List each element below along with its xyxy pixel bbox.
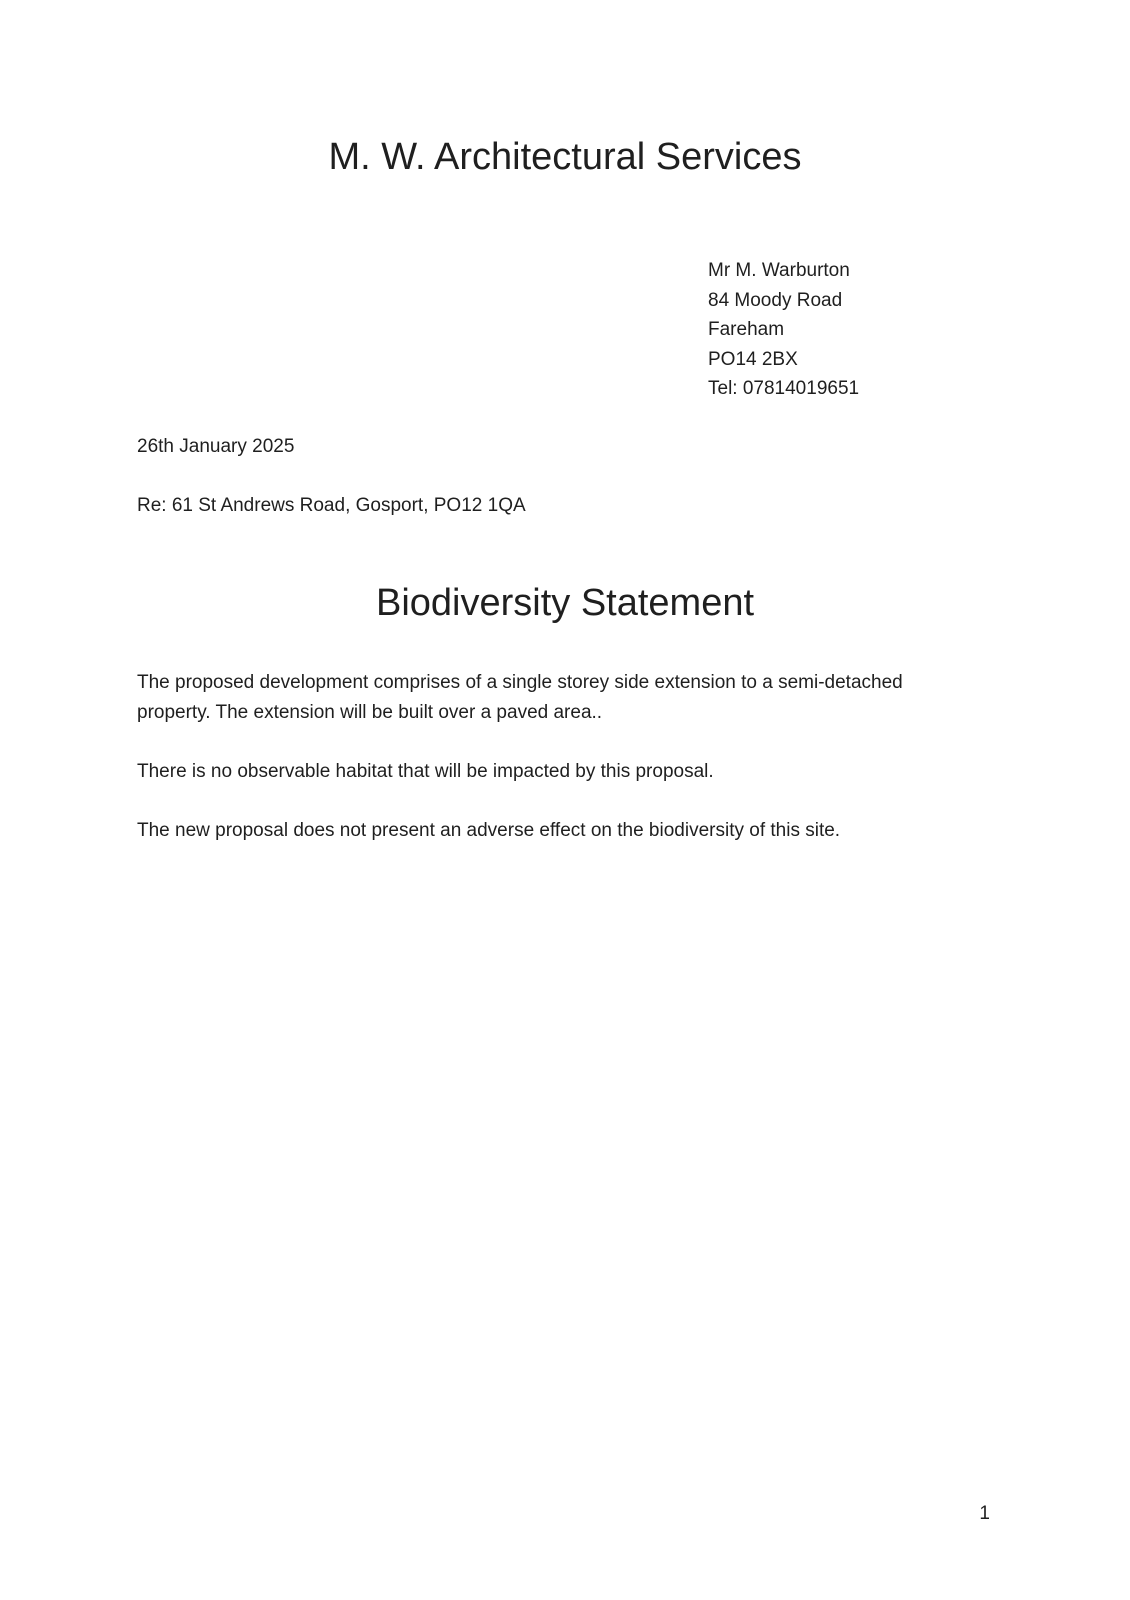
address-telephone: Tel: 07814019651 [708,378,860,399]
paragraph-habitat: There is no observable habitat that will be impacted by this proposal. [137,761,714,782]
company-title: M. W. Architectural Services [328,136,802,178]
address-town: Fareham [708,319,785,340]
letter-date: 26th January 2025 [137,436,295,457]
reference-line: Re: 61 St Andrews Road, Gosport, PO12 1QA [137,495,526,516]
paragraph-conclusion: The new proposal does not present an adverse effect on the biodiversity of this site. [137,820,841,841]
sender-address-block [708,256,859,404]
address-name: Mr M. Warburton [708,260,850,281]
paragraph-development: The proposed development comprises of a single storey side extension to a semi-detached property. The extension will be built over a paved area.. [137,672,903,723]
page-number: 1 [979,1503,990,1524]
address-postcode: PO14 2BX [708,348,798,370]
address-street: 84 Moody Road [708,289,843,311]
statement-heading: Biodiversity Statement [375,582,755,624]
